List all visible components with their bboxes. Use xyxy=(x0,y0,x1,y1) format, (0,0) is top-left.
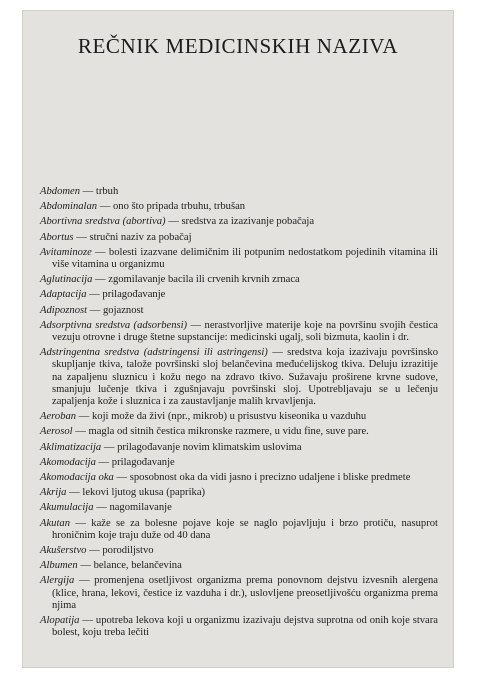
entry-definition: — sredstva koja izazivaju površinsko skupljanje tkiva, talože površinski sloj belančevina međućelijskog tkiva. Deluju izrazitije na zapaljenu sluznicu i kožu nego na zdravo tkivo. Sužavaju proširene krvne sudove, smanjuju lučenje tkiva i zgušnjavaju površinski sloj. Upotrebljavaju se u lečenju zapaljenja kože i sluznica i za zaustavljanje malih krvavljenja. xyxy=(52,347,438,408)
dictionary-entry xyxy=(40,216,438,228)
entry-list xyxy=(40,186,438,643)
entry-definition: — bolesti izazvane delimičnim ili potpunim nedostatkom pojedinih vitamina ili više vitamina u organizmu xyxy=(52,246,438,271)
dictionary-entry xyxy=(40,442,438,454)
entry-term: Akomodacija xyxy=(40,456,96,468)
entry-definition: — prilagođavanje xyxy=(95,456,175,468)
dictionary-entry xyxy=(40,186,438,198)
dictionary-entry xyxy=(40,289,438,301)
entry-definition: — nagomilavanje xyxy=(93,502,172,514)
entry-term: Aglutinacija xyxy=(40,274,93,286)
entry-term: Aeroban xyxy=(40,411,77,423)
dictionary-entry xyxy=(40,347,438,408)
entry-term: Abdomen xyxy=(40,186,81,197)
dictionary-entry xyxy=(40,518,438,542)
page-title: REČNIK MEDICINSKIH NAZIVA xyxy=(77,34,399,58)
entry-definition: — stručni naziv za pobačaj xyxy=(73,231,192,243)
entry-term: Adstringentna sredstva (adstringensi ili astringensi) xyxy=(40,347,268,359)
entry-term: Avitaminoze xyxy=(40,246,92,258)
dictionary-entry xyxy=(40,232,438,244)
entry-definition: — nerastvorljive materije koje na površinu svojih čestica vezuju otrovne i druge štetne supstancije: medicinski ugalj, soli bizmuta, kaolin i dr. xyxy=(52,319,438,344)
entry-definition: — belance, belančevina xyxy=(77,560,182,572)
entry-definition: — magla od sitnih čestica mikronske razmere, u vidu fine, suve pare. xyxy=(72,426,369,438)
entry-term: Akumulacija xyxy=(40,502,94,514)
entry-term: Akrija xyxy=(40,487,67,499)
dictionary-entry xyxy=(40,426,438,438)
entry-definition: — trbuh xyxy=(80,186,119,197)
entry-term: Adsorptivna sredstva (adsorbensi) xyxy=(40,319,188,331)
entry-definition: — lekovi ljutog ukusa (paprika) xyxy=(66,487,206,499)
entry-term: Alergija xyxy=(40,575,75,587)
dictionary-entry xyxy=(40,545,438,557)
entry-definition: — zgomilavanje bacila ili crvenih krvnih zrnaca xyxy=(92,274,300,286)
dictionary-entry xyxy=(40,305,438,317)
entry-term: Adipoznost xyxy=(40,304,88,316)
entry-term: Albumen xyxy=(40,560,78,572)
entry-definition: — kaže se za bolesne pojave koje se naglo pojavljuju i brzo protiču, nasuprot hroničnim koje traju duže od 40 dana xyxy=(52,517,438,541)
entry-definition: — koji može da živi (npr., mikrob) u prisustvu kiseonika u vazduhu xyxy=(76,411,367,423)
entry-term: Abdominalan xyxy=(40,201,98,213)
dictionary-entry xyxy=(40,502,438,514)
entry-term: Akušerstvo xyxy=(40,545,87,557)
dictionary-entry xyxy=(40,320,438,344)
entry-definition: — sposobnost oka da vidi jasno i precizno udaljene i bliske predmete xyxy=(113,472,411,484)
dictionary-entry xyxy=(40,411,438,423)
dictionary-entry xyxy=(40,575,438,612)
entry-term: Adaptacija xyxy=(40,289,87,301)
entry-definition: — upotreba lekova koji u organizmu izazivaju dejstva suprotna od onih koje stvara bolest, koju treba lečiti xyxy=(52,615,438,639)
entry-term: Akomodacija oka xyxy=(40,472,114,484)
entry-definition: — gojaznost xyxy=(87,304,144,316)
dictionary-entry xyxy=(40,487,438,499)
dictionary-page xyxy=(22,10,454,668)
dictionary-entry xyxy=(40,615,438,639)
entry-term: Abortivna sredstva (abortiva) xyxy=(40,216,166,228)
entry-definition: — ono što pripada trbuhu, trbušan xyxy=(97,201,246,213)
dictionary-entry xyxy=(40,274,438,286)
entry-term: Aklimatizacija xyxy=(40,441,102,453)
entry-term: Akutan xyxy=(40,517,71,529)
entry-term: Abortus xyxy=(40,231,74,243)
entry-definition: — porodiljstvo xyxy=(86,545,154,557)
entry-definition: — prilagođavanje novim klimatskim uslovima xyxy=(101,441,302,453)
entry-definition: — promenjena osetljivost organizma prema ponovnom dejstvu izvesnih alergena (klice, hrana, lekovi, čestice iz vazduha i dr.), uslovljene preosetljivošću organizma prema njima xyxy=(52,575,438,611)
entry-definition: — prilagođavanje xyxy=(86,289,166,301)
entry-term: Alopatija xyxy=(40,615,80,627)
dictionary-entry xyxy=(40,560,438,572)
dictionary-entry xyxy=(40,472,438,484)
dictionary-entry xyxy=(40,457,438,469)
dictionary-entry xyxy=(40,247,438,271)
dictionary-entry xyxy=(40,201,438,213)
entry-definition: — sredstva za izazivanje pobačaja xyxy=(165,216,315,228)
entry-term: Aerosol xyxy=(40,426,73,438)
